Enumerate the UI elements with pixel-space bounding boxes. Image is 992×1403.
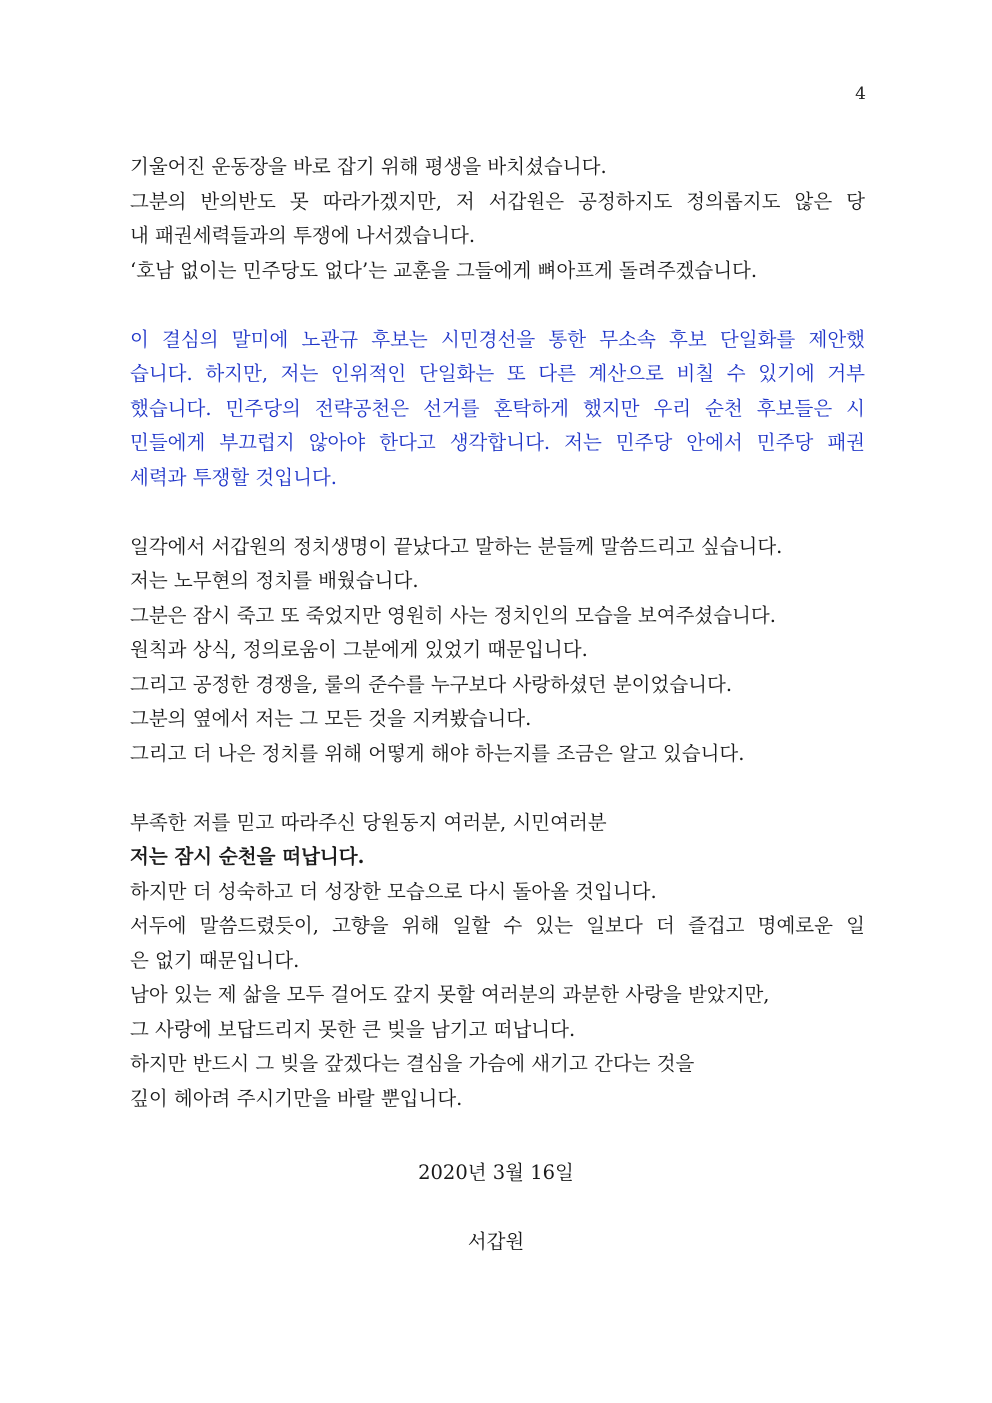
paragraph-gap [130, 771, 865, 806]
text-line: 저는 노무현의 정치를 배웠습니다. [130, 569, 419, 592]
page-number: 4 [855, 84, 866, 104]
text-line: 습니다. 하지만, 저는 인위적인 단일화는 또 다른 계산으로 비칠 수 있기에 거부 [130, 362, 865, 385]
text-line: 세력과 투쟁할 것입니다. [130, 465, 337, 489]
text-line: ‘호남 없이는 민주당도 없다’는 교훈을 그들에게 뼈아프게 돌려주겠습니다. [130, 258, 758, 282]
text-line: 내 패권세력들과의 투쟁에 나서겠습니다. [130, 224, 476, 247]
text-line: 그리고 더 나은 정치를 위해 어떻게 해야 하는지를 조금은 알고 있습니다. [130, 741, 745, 765]
signature-name: 서갑원 [467, 1230, 525, 1253]
text-line: 원칙과 상식, 정의로움이 그분에게 있었기 때문입니다. [130, 638, 588, 661]
paragraph-4 [130, 806, 865, 1117]
text-line: 그분의 옆에서 저는 그 모든 것을 지켜봤습니다. [130, 707, 532, 730]
paragraph-2 [130, 323, 865, 496]
text-line: 하지만 더 성숙하고 더 성장한 모습으로 다시 돌아올 것입니다. [130, 879, 657, 903]
text-line: 남아 있는 제 삶을 모두 걸어도 갚지 못할 여러분의 과분한 사랑을 받았지만, [130, 983, 770, 1006]
text-line: 그분의 반의반도 못 따라가겠지만, 저 서갑원은 공정하지도 정의롭지도 않은 당 [130, 189, 865, 213]
text-line: 기울어진 운동장을 바로 잡기 위해 평생을 바치셨습니다. [130, 155, 607, 178]
text-line: 민들에게 부끄럽지 않아야 한다고 생각합니다. 저는 민주당 안에서 민주당 패권 [130, 431, 865, 454]
text-line: 이 결심의 말미에 노관규 후보는 시민경선을 통한 무소속 후보 단일화를 제안했 [130, 327, 865, 351]
text-line: 그리고 공정한 경쟁을, 룰의 준수를 누구보다 사랑하셨던 분이었습니다. [130, 672, 733, 696]
text-line: 했습니다. 민주당의 전략공천은 선거를 혼탁하게 했지만 우리 순천 후보들은 시 [130, 396, 865, 420]
text-line: 깊이 헤아려 주시기만을 바랄 뿐입니다. [130, 1086, 463, 1110]
text-line: 일각에서 서갑원의 정치생명이 끝났다고 말하는 분들께 말씀드리고 싶습니다. [130, 534, 783, 558]
text-line: 서두에 말씀드렸듯이, 고향을 위해 일할 수 있는 일보다 더 즐겁고 명예로운 일 [130, 914, 865, 937]
paragraph-gap [130, 288, 865, 323]
text-line: 그 사랑에 보답드리지 못한 큰 빚을 남기고 떠납니다. [130, 1017, 576, 1041]
text-line: 그분은 잠시 죽고 또 죽었지만 영원히 사는 정치인의 모습을 보여주셨습니다. [130, 603, 776, 627]
paragraph-gap [130, 495, 865, 530]
paragraph-3 [130, 530, 865, 772]
paragraph-1 [130, 150, 865, 288]
text-line: 저는 잠시 순천을 떠납니다. [130, 845, 365, 868]
letter-date: 2020년 3월 16일 [418, 1161, 574, 1184]
text-line: 은 없기 때문입니다. [130, 948, 300, 972]
text-line: 부족한 저를 믿고 따라주신 당원동지 여러분, 시민여러분 [130, 810, 607, 834]
letter-body [130, 150, 865, 1116]
text-line: 하지만 반드시 그 빚을 갚겠다는 결심을 가슴에 새기고 간다는 것을 [130, 1052, 695, 1075]
